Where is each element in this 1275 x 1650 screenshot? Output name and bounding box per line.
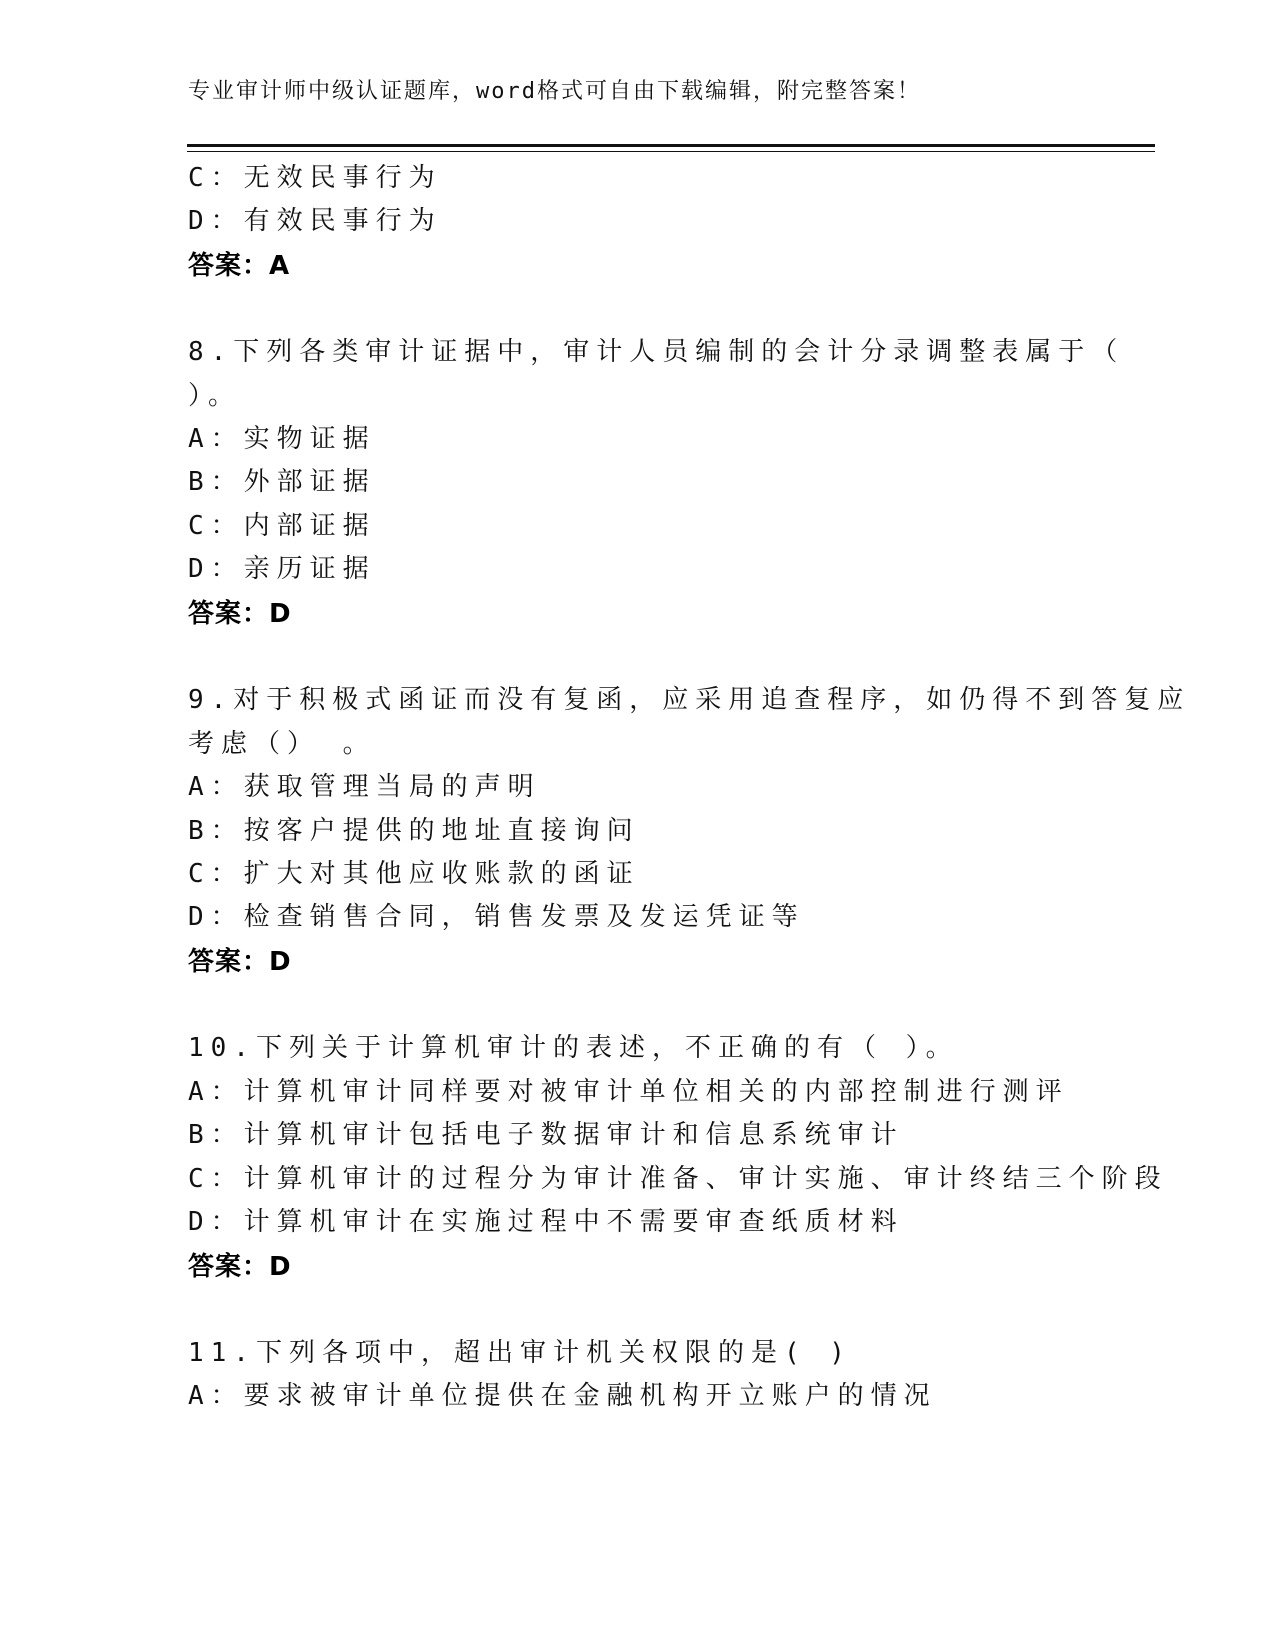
answer-q9: 答案：D: [188, 947, 292, 977]
question-8-line2: ）。: [188, 381, 242, 411]
answer-q10: 答案：D: [188, 1252, 292, 1282]
answer-q7: 答案：A: [188, 251, 291, 281]
question-9-line1: 9.对于积极式函证而没有复函，应采用追查程序，如仍得不到答复应: [188, 685, 1191, 715]
header-rule-thick: [187, 144, 1155, 147]
answer-q8: 答案：D: [188, 599, 292, 629]
option-d: D：有效民事行为: [188, 206, 442, 236]
question-8-option-d: D：亲历证据: [188, 554, 376, 584]
question-10: 10.下列关于计算机审计的表述，不正确的有（ ）。: [188, 1033, 959, 1063]
question-9-option-a: A：获取管理当局的声明: [188, 772, 541, 802]
question-8-option-a: A：实物证据: [188, 424, 376, 454]
question-11-option-a: A：要求被审计单位提供在金融机构开立账户的情况: [188, 1381, 937, 1411]
question-8-option-c: C：内部证据: [188, 511, 376, 541]
question-9-option-b: B：按客户提供的地址直接询问: [188, 816, 640, 846]
page-header: 专业审计师中级认证题库，word格式可自由下载编辑，附完整答案！: [188, 79, 921, 104]
question-9-option-c: C：扩大对其他应收账款的函证: [188, 859, 640, 889]
question-9-option-d: D：检查销售合同，销售发票及发运凭证等: [188, 902, 805, 932]
question-11: 11.下列各项中，超出审计机关权限的是( ): [188, 1338, 852, 1368]
question-8-option-b: B：外部证据: [188, 467, 376, 497]
question-10-option-d: D：计算机审计在实施过程中不需要审查纸质材料: [188, 1207, 904, 1237]
question-10-option-a: A：计算机审计同样要对被审计单位相关的内部控制进行测评: [188, 1077, 1069, 1107]
question-10-option-b: B：计算机审计包括电子数据审计和信息系统审计: [188, 1120, 904, 1150]
question-9-line2: 考虑（） 。: [188, 729, 376, 759]
header-rule-thin: [187, 151, 1155, 152]
question-8-line1: 8.下列各类审计证据中，审计人员编制的会计分录调整表属于（: [188, 337, 1125, 367]
option-c: C：无效民事行为: [188, 163, 442, 193]
question-10-option-c: C：计算机审计的过程分为审计准备、审计实施、审计终结三个阶段: [188, 1164, 1168, 1194]
